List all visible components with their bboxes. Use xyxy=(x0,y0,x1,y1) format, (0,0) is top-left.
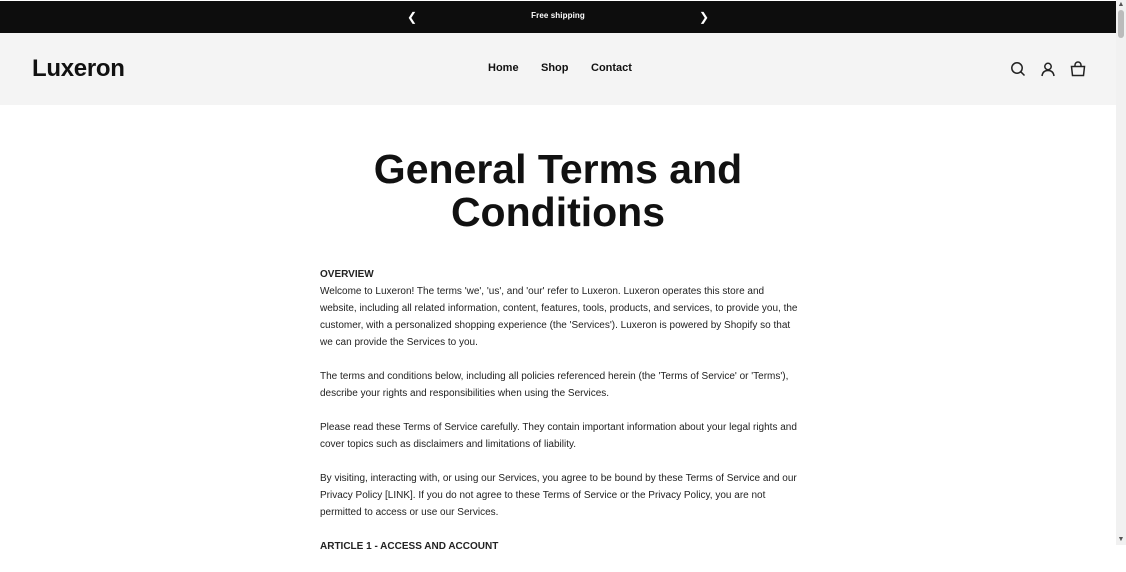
nav-shop[interactable]: Shop xyxy=(541,62,569,74)
overview-heading: OVERVIEW xyxy=(320,269,374,280)
terms-paragraph-4: By visiting, interacting with, or using our Services, you agree to be bound by these Terms of Service and our Privacy Policy [LINK]. If you do not agree to these Terms of Service or the Privacy Policy, you are not permitted to access or use our Services. xyxy=(320,473,797,518)
account-icon[interactable] xyxy=(1039,60,1057,78)
search-icon[interactable] xyxy=(1009,60,1027,78)
terms-content xyxy=(320,266,802,572)
page-title-line2: Conditions xyxy=(450,189,666,235)
scroll-down-icon[interactable]: ▼ xyxy=(1117,536,1125,543)
cart-icon[interactable] xyxy=(1069,60,1087,78)
page-title-line1: General Terms and xyxy=(373,146,743,192)
logo[interactable]: Luxeron xyxy=(32,55,125,82)
announcement-bar xyxy=(0,1,1116,33)
site-header xyxy=(0,33,1116,105)
scrollbar-thumb[interactable] xyxy=(1118,10,1124,38)
terms-paragraph-2: The terms and conditions below, including all policies referenced herein (the 'Terms of Service' or 'Terms'), describe your rights and responsibilities when using the Services. xyxy=(320,371,789,399)
overview-section xyxy=(320,266,802,351)
article-1-heading: ARTICLE 1 - ACCESS AND ACCOUNT xyxy=(320,541,499,552)
terms-paragraph-3: Please read these Terms of Service carefully. They contain important information about your legal rights and cover topics such as disclaimers and limitations of liability. xyxy=(320,422,797,450)
page-title xyxy=(358,148,758,234)
nav-home[interactable]: Home xyxy=(488,62,519,74)
chevron-left-icon[interactable]: ❮ xyxy=(406,10,418,24)
chevron-right-icon[interactable]: ❯ xyxy=(698,10,710,24)
scroll-up-icon[interactable]: ▲ xyxy=(1117,1,1125,8)
announcement-text: Free shipping xyxy=(531,11,585,20)
page-scrollbar[interactable] xyxy=(1116,0,1126,545)
nav-contact[interactable]: Contact xyxy=(591,62,632,74)
overview-paragraph: Welcome to Luxeron! The terms 'we', 'us', and 'our' refer to Luxeron. Luxeron operates this store and website, including all related information, content, features, tools, products, and services, to provide you, the customer, with a personalized shopping experience (the 'Services'). Luxeron is powered by Shopify so that we can provide the Services to you. xyxy=(320,286,798,348)
